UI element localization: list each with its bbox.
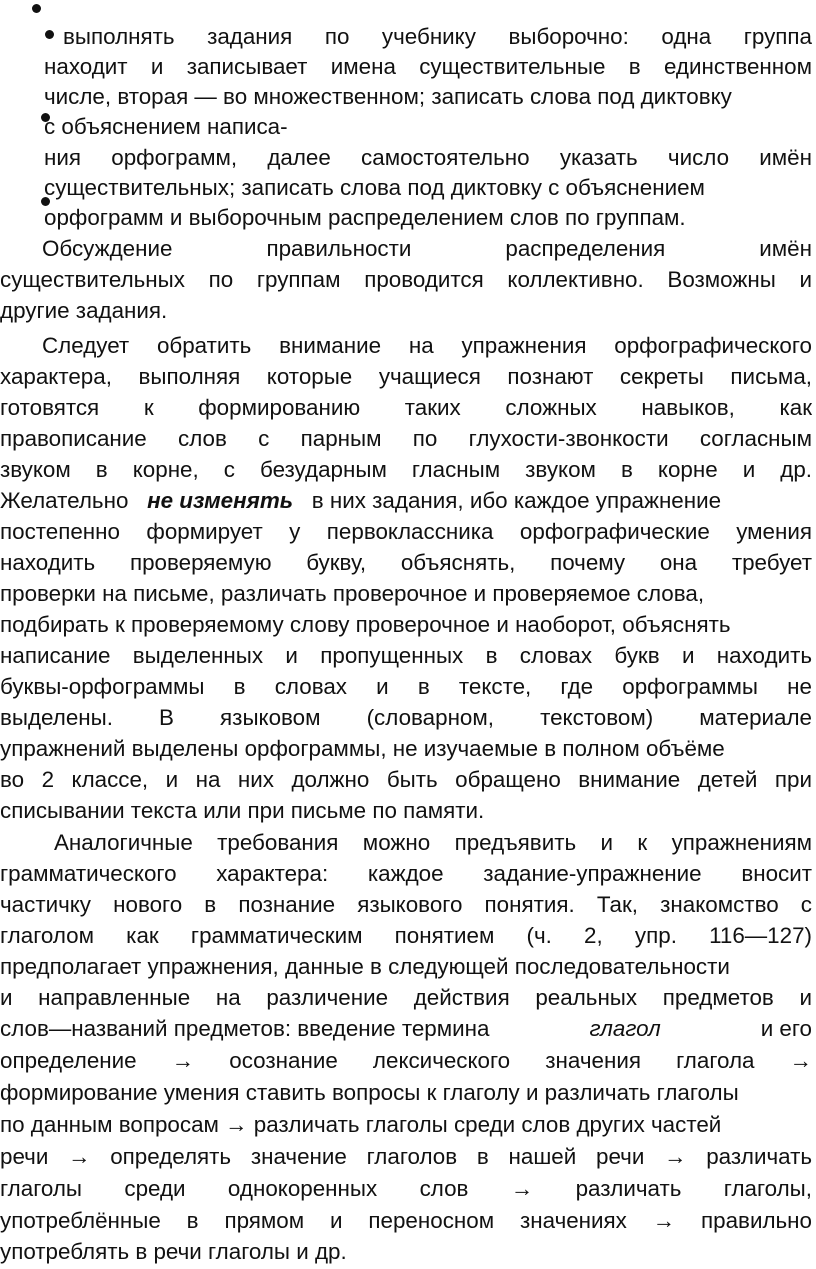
paragraph-line: Аналогичные требования можно предъявить и к упражнениям <box>54 830 812 855</box>
bullet-item-line: выполнять задания по учебнику выборочно: одна группа <box>63 24 812 49</box>
paragraph-line: формирование умения ставить вопросы к глаголу и различать глаголы <box>0 1080 739 1105</box>
paragraph-line: подбирать к проверяемому слову проверочное и наоборот, объяснять <box>0 612 731 637</box>
paragraph-line: списывании текста или при письме по памяти. <box>0 798 485 823</box>
paragraph-text: в них задания, ибо каждое упражнение <box>311 488 722 513</box>
paragraph-line: употреблённые в прямом и переносном значениях → правильно <box>0 1208 812 1233</box>
bullet-item-line: орфограмм и выборочным распределением слов по группам. <box>44 205 686 230</box>
bullet-item-line: ния орфограмм, далее самостоятельно указать число имён <box>44 145 812 170</box>
paragraph-line: существительных по группам проводится коллективно. Возможны и <box>0 267 812 292</box>
paragraph-line: звуком в корне, с безударным гласным звуком в корне и др. <box>0 457 812 482</box>
bullet-marker <box>32 4 41 13</box>
paragraph-line: выделены. В языковом (словарном, текстовом) материале <box>0 705 812 730</box>
paragraph-line: во 2 классе, и на них должно быть обращено внимание детей при <box>0 767 812 792</box>
paragraph-line: Обсуждение правильности распределения имён <box>42 236 812 261</box>
paragraph-text: Желательно <box>0 488 129 513</box>
paragraph-line: находить проверяемую букву, объяснять, почему она требует <box>0 550 812 575</box>
paragraph-line: глаголом как грамматическим понятием (ч. 2, упр. 116—127) <box>0 923 812 948</box>
bullet-item-line: находит и записывает имена существительные в единственном <box>44 54 812 79</box>
paragraph-line: глаголы среди однокоренных слов → различать глаголы, <box>0 1176 812 1201</box>
paragraph-line: грамматического характера: каждое задание-упражнение вносит <box>0 861 812 886</box>
paragraph-line: речи → определять значение глаголов в нашей речи → различать <box>0 1144 812 1169</box>
emphasis-text: не изменять <box>147 488 294 513</box>
paragraph-line: постепенно формирует у первоклассника орфографические умения <box>0 519 812 544</box>
paragraph-line: упражнений выделены орфограммы, не изучаемые в полном объёме <box>0 736 725 761</box>
paragraph-line: Следует обратить внимание на упражнения орфографического <box>42 333 812 358</box>
paragraph-line: и направленные на различение действия реальных предметов и <box>0 985 812 1010</box>
paragraph-line: проверки на письме, различать проверочное и проверяемое слова, <box>0 581 705 606</box>
paragraph-line <box>0 486 812 516</box>
paragraph-line: предполагает упражнения, данные в следующей последовательности <box>0 954 730 979</box>
paragraph-line: правописание слов с парным по глухости-звонкости согласным <box>0 426 812 451</box>
bullet-item-line: существительных; записать слова под диктовку с объяснением <box>44 175 705 200</box>
paragraph-text: и его <box>760 1016 812 1041</box>
paragraph-line: определение → осознание лексического значения глагола → <box>0 1048 812 1073</box>
paragraph-line: другие задания. <box>0 298 168 323</box>
bullet-marker <box>45 30 54 39</box>
bullet-item-line: числе, вторая — во множественном; записать слова под диктовку <box>44 84 732 109</box>
paragraph-line: написание выделенных и пропущенных в словах букв и находить <box>0 643 812 668</box>
emphasis-text: глагол <box>589 1016 661 1041</box>
paragraph-text: слов—названий предметов: введение термина <box>0 1016 490 1041</box>
paragraph-line: готовятся к формированию таких сложных навыков, как <box>0 395 812 420</box>
paragraph-line: употреблять в речи глаголы и др. <box>0 1239 347 1264</box>
paragraph-line: буквы-орфограммы в словах и в тексте, где орфограммы не <box>0 674 812 699</box>
paragraph-line: частичку нового в познание языкового понятия. Так, знакомство с <box>0 892 812 917</box>
paragraph-line: по данным вопросам → различать глаголы среди слов других частей <box>0 1112 722 1137</box>
paragraph-line <box>0 1014 812 1044</box>
paragraph-line: характера, выполняя которые учащиеся познают секреты письма, <box>0 364 812 389</box>
bullet-item-line: с объяснением написа- <box>44 114 288 139</box>
